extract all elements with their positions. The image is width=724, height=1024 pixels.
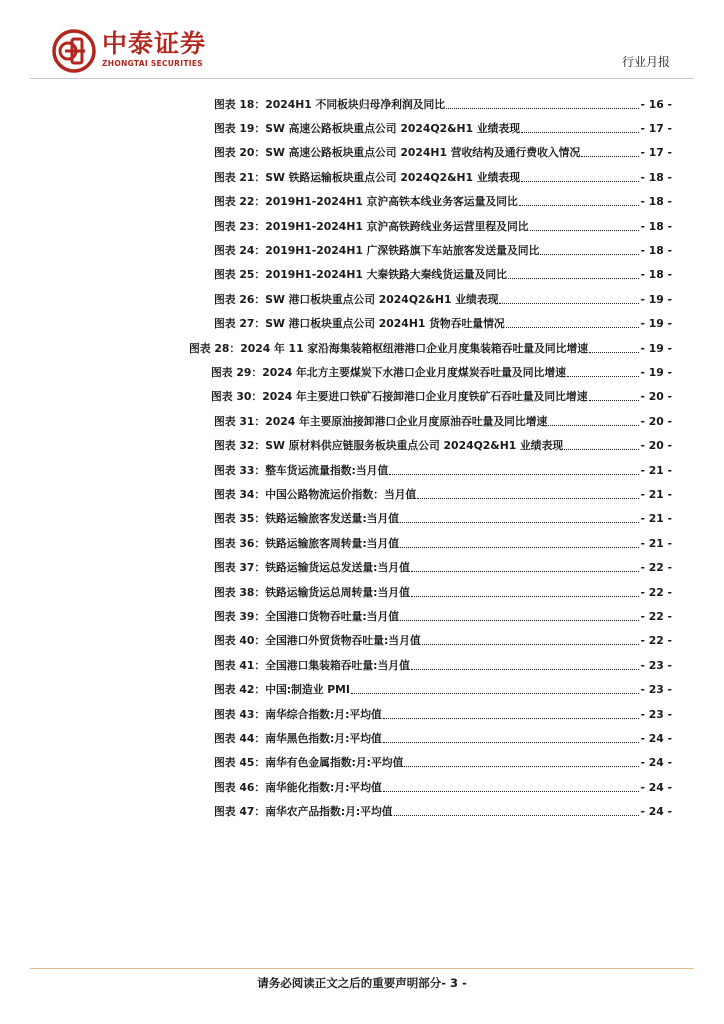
toc-figure-label: 图表 35： <box>214 512 266 526</box>
toc-figure-title: 中国公路物流运价指数：当月值 <box>265 487 417 501</box>
toc-figure-title: SW 高速公路板块重点公司 2024H1 营收结构及通行费收入情况 <box>265 146 581 160</box>
toc-dot-leader <box>404 766 639 767</box>
toc-figure-title: 铁路运输旅客周转量:当月值 <box>265 536 400 550</box>
toc-figure-label: 图表 45： <box>214 756 266 770</box>
toc-figure-title: 中国:制造业 PMI <box>265 683 350 697</box>
document-type: 行业月报 <box>621 55 670 69</box>
toc-dot-leader <box>389 474 639 475</box>
toc-entry[interactable] <box>214 287 672 311</box>
toc-page-number: - 19 - <box>640 317 672 331</box>
toc-figure-title: SW 高速公路板块重点公司 2024Q2&H1 业绩表现 <box>265 121 521 135</box>
toc-page-number: - 16 - <box>640 97 672 111</box>
toc-dot-leader <box>446 108 639 109</box>
toc-page-number: - 22 - <box>640 634 672 648</box>
toc-entry[interactable] <box>214 678 672 702</box>
toc-figure-title: 南华能化指数:月:平均值 <box>265 780 382 794</box>
toc-figure-label: 图表 36： <box>214 536 266 550</box>
toc-dot-leader <box>411 669 640 670</box>
toc-figure-title: 2019H1-2024H1 京沪高铁本线业务客运量及同比 <box>265 195 518 209</box>
toc-dot-leader <box>422 644 640 645</box>
toc-entry[interactable] <box>214 458 672 482</box>
toc-entry[interactable] <box>214 409 672 433</box>
toc-figure-title: SW 原材料供应链服务板块重点公司 2024Q2&H1 业绩表现 <box>265 439 564 453</box>
toc-entry[interactable] <box>214 238 672 262</box>
toc-figure-title: 全国港口外贸货物吞吐量:当月值 <box>265 634 421 648</box>
toc-page-number: - 24 - <box>640 731 672 745</box>
toc-page-number: - 24 - <box>640 805 672 819</box>
toc-page-number: - 18 - <box>640 268 672 282</box>
toc-entry[interactable] <box>189 336 672 360</box>
toc-dot-leader <box>508 278 640 279</box>
toc-entry[interactable] <box>214 116 672 140</box>
toc-page-number: - 18 - <box>640 243 672 257</box>
toc-entry[interactable] <box>214 531 672 555</box>
toc-figure-title: 2019H1-2024H1 京沪高铁跨线业务运营里程及同比 <box>265 219 529 233</box>
toc-dot-leader <box>383 742 640 743</box>
header-divider <box>30 78 694 79</box>
toc-page-number: - 18 - <box>640 219 672 233</box>
toc-entry[interactable] <box>214 702 672 726</box>
brand-name-en: ZHONGTAI SECURITIES <box>102 59 203 68</box>
toc-page-number: - 19 - <box>640 292 672 306</box>
toc-figure-label: 图表 19： <box>214 121 266 135</box>
toc-dot-leader <box>521 181 639 182</box>
toc-figure-title: 南华有色金属指数:月:平均值 <box>265 756 404 770</box>
toc-figure-title: 2024 年 11 家沿海集装箱枢纽港港口企业月度集装箱吞吐量及同比增速 <box>240 341 589 355</box>
toc-figure-title: 铁路运输货运总发送量:当月值 <box>265 561 410 575</box>
toc-page-number: - 19 - <box>640 341 672 355</box>
toc-figure-label: 图表 46： <box>214 780 266 794</box>
toc-dot-leader <box>519 205 640 206</box>
toc-entry[interactable] <box>214 190 672 214</box>
toc-figure-label: 图表 28： <box>189 341 241 355</box>
toc-dot-leader <box>417 498 639 499</box>
toc-figure-title: 2024H1 不同板块归母净利润及同比 <box>265 97 446 111</box>
toc-dot-leader <box>383 718 640 719</box>
toc-figure-label: 图表 33： <box>214 463 266 477</box>
zhongtai-logo-icon <box>52 29 96 73</box>
toc-entry[interactable] <box>211 385 672 409</box>
toc-page-number: - 21 - <box>640 463 672 477</box>
toc-figure-title: 2024 年主要原油接卸港口企业月度原油吞吐量及同比增速 <box>265 414 548 428</box>
toc-figure-title: SW 港口板块重点公司 2024Q2&H1 业绩表现 <box>265 292 499 306</box>
toc-page-number: - 18 - <box>640 195 672 209</box>
toc-figure-label: 图表 20： <box>214 146 266 160</box>
toc-figure-label: 图表 34： <box>214 487 266 501</box>
toc-entry[interactable] <box>214 312 672 336</box>
toc-figure-title: 铁路运输货运总周转量:当月值 <box>265 585 410 599</box>
toc-entry[interactable] <box>214 92 672 116</box>
toc-entry[interactable] <box>214 751 672 775</box>
toc-page-number: - 21 - <box>640 512 672 526</box>
toc-dot-leader <box>400 522 639 523</box>
toc-figure-label: 图表 26： <box>214 292 266 306</box>
toc-page-number: - 21 - <box>640 536 672 550</box>
toc-figure-title: 2019H1-2024H1 广深铁路旗下车站旅客发送量及同比 <box>265 243 540 257</box>
toc-figure-title: 2019H1-2024H1 大秦铁路大秦线货运量及同比 <box>265 268 507 282</box>
toc-entry[interactable] <box>214 556 672 580</box>
toc-figure-label: 图表 31： <box>214 414 266 428</box>
toc-dot-leader <box>581 156 639 157</box>
toc-figure-label: 图表 21： <box>214 170 266 184</box>
toc-figure-title: 南华农产品指数:月:平均值 <box>265 805 393 819</box>
toc-figure-label: 图表 25： <box>214 268 266 282</box>
toc-dot-leader <box>567 376 640 377</box>
toc-figure-title: 整车货运流量指数:当月值 <box>265 463 389 477</box>
toc-figure-label: 图表 23： <box>214 219 266 233</box>
toc-dot-leader <box>411 596 640 597</box>
toc-dot-leader <box>400 620 639 621</box>
toc-entry[interactable] <box>214 629 672 653</box>
footer-page-number: - 3 - <box>441 976 467 990</box>
page-header <box>0 0 724 80</box>
toc-dot-leader <box>351 693 640 694</box>
toc-figure-label: 图表 39： <box>214 609 266 623</box>
toc-figure-title: 2024 年主要进口铁矿石接卸港口企业月度铁矿石吞吐量及同比增速 <box>262 390 588 404</box>
toc-figure-label: 图表 22： <box>214 195 266 209</box>
toc-page-number: - 20 - <box>640 439 672 453</box>
toc-figure-title: 2024 年北方主要煤炭下水港口企业月度煤炭吞吐量及同比增速 <box>262 365 566 379</box>
toc-entry[interactable] <box>214 604 672 628</box>
toc-figure-label: 图表 43： <box>214 707 266 721</box>
toc-figure-label: 图表 38： <box>214 585 266 599</box>
toc-entry[interactable] <box>214 434 672 458</box>
toc-figure-label: 图表 47： <box>214 805 266 819</box>
toc-figure-title: 全国港口货物吞吐量:当月值 <box>265 609 400 623</box>
toc-page-number: - 17 - <box>640 146 672 160</box>
toc-dot-leader <box>400 547 639 548</box>
toc-figure-label: 图表 29： <box>211 365 263 379</box>
toc-entry[interactable] <box>214 507 672 531</box>
toc-page-number: - 23 - <box>640 683 672 697</box>
toc-page-number: - 20 - <box>640 414 672 428</box>
toc-page-number: - 18 - <box>640 170 672 184</box>
toc-entry[interactable] <box>214 165 672 189</box>
toc-figure-title: 南华黑色指数:月:平均值 <box>265 731 382 745</box>
toc-dot-leader <box>548 425 639 426</box>
toc-figure-title: 全国港口集装箱吞吐量:当月值 <box>265 658 410 672</box>
toc-entry[interactable] <box>214 800 672 824</box>
toc-figure-label: 图表 27： <box>214 317 266 331</box>
toc-page-number: - 21 - <box>640 487 672 501</box>
toc-page-number: - 24 - <box>640 780 672 794</box>
toc-figure-label: 图表 40： <box>214 634 266 648</box>
page-footer <box>0 975 724 991</box>
toc-dot-leader <box>530 230 640 231</box>
toc-figure-label: 图表 44： <box>214 731 266 745</box>
toc-figure-title: SW 港口板块重点公司 2024H1 货物吞吐量情况 <box>265 317 505 331</box>
toc-page-number: - 22 - <box>640 561 672 575</box>
toc-dot-leader <box>589 400 640 401</box>
toc-figure-label: 图表 30： <box>211 390 263 404</box>
toc-page-number: - 19 - <box>640 365 672 379</box>
toc-page-number: - 20 - <box>640 390 672 404</box>
toc-entry[interactable] <box>211 360 672 384</box>
toc-figure-title: 南华综合指数:月:平均值 <box>265 707 382 721</box>
toc-dot-leader <box>411 571 640 572</box>
toc-figure-label: 图表 32： <box>214 439 266 453</box>
toc-dot-leader <box>540 254 639 255</box>
toc-page-number: - 24 - <box>640 756 672 770</box>
toc-figure-label: 图表 42： <box>214 683 266 697</box>
toc-entry[interactable] <box>214 726 672 750</box>
toc-dot-leader <box>383 791 640 792</box>
toc-dot-leader <box>506 327 640 328</box>
toc-entry[interactable] <box>214 141 672 165</box>
toc-figure-label: 图表 37： <box>214 561 266 575</box>
toc-page-number: - 23 - <box>640 707 672 721</box>
toc-entry[interactable] <box>214 482 672 506</box>
toc-dot-leader <box>564 449 639 450</box>
toc-figure-label: 图表 24： <box>214 243 266 257</box>
toc-dot-leader <box>521 132 639 133</box>
toc-figure-title: 铁路运输旅客发送量:当月值 <box>265 512 400 526</box>
toc-page-number: - 17 - <box>640 121 672 135</box>
toc-entry[interactable] <box>214 775 672 799</box>
footer-disclaimer: 请务必阅读正文之后的重要声明部分 <box>257 976 442 990</box>
toc-page-number: - 23 - <box>640 658 672 672</box>
toc-dot-leader <box>589 352 639 353</box>
toc-entry[interactable] <box>214 263 672 287</box>
toc-figure-label: 图表 18： <box>214 97 266 111</box>
toc-entry[interactable] <box>214 214 672 238</box>
toc-entry[interactable] <box>214 580 672 604</box>
toc-figure-title: SW 铁路运输板块重点公司 2024Q2&H1 业绩表现 <box>265 170 521 184</box>
brand-name-cn: 中泰证券 <box>102 29 207 58</box>
toc-entry[interactable] <box>214 653 672 677</box>
toc-page-number: - 22 - <box>640 585 672 599</box>
footer-divider <box>30 968 694 969</box>
toc-figure-label: 图表 41： <box>214 658 266 672</box>
toc-dot-leader <box>394 815 640 816</box>
toc-page-number: - 22 - <box>640 609 672 623</box>
toc-dot-leader <box>499 303 639 304</box>
